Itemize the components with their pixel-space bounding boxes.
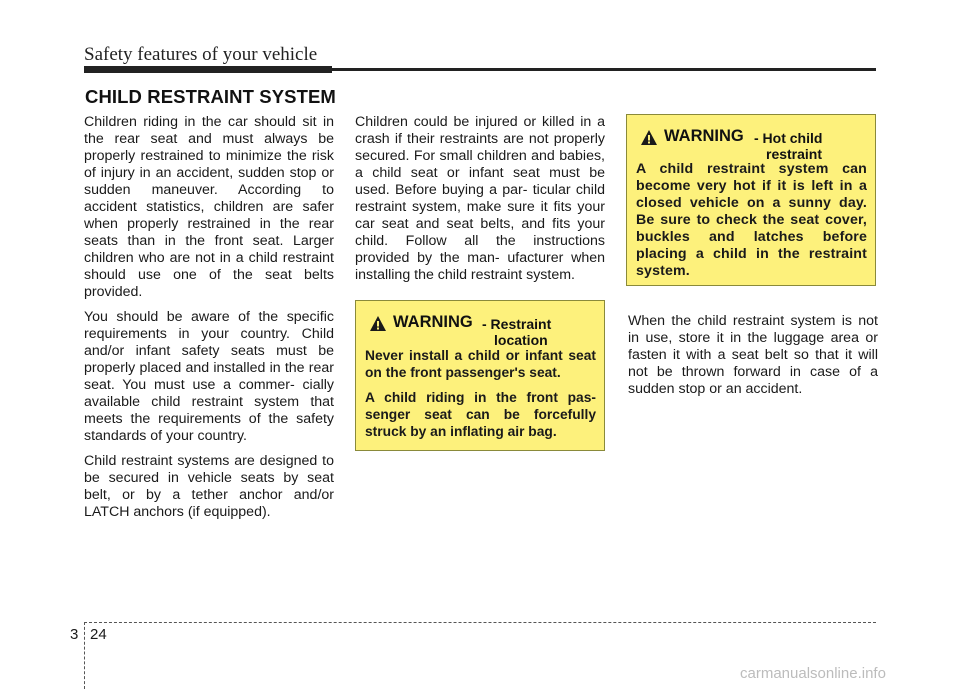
section-title: CHILD RESTRAINT SYSTEM <box>85 86 336 107</box>
footer-rule <box>84 622 876 623</box>
warning-paragraph: Never install a child or infant seat on the front passenger's seat. <box>365 348 596 380</box>
paragraph: When the child restraint system is not in use, store it in the luggage area or fasten it with a seat belt so that it will not be thrown forward in case of a sudden stop or an accident. <box>628 313 878 397</box>
paragraph: Child restraint systems are designed to be secured in vehicle seats by seat belt, or by a tether anchor and/or LATCH anchors (if equipped). <box>84 453 334 520</box>
column-2 <box>355 114 605 292</box>
warning-header <box>365 313 596 347</box>
warning-body <box>636 161 867 280</box>
watermark: carmanualsonline.info <box>740 665 886 682</box>
warning-body <box>365 347 596 440</box>
header-rule-accent <box>84 66 332 73</box>
warning-label: WARNING <box>393 313 473 331</box>
warning-box-hot-restraint <box>626 114 876 286</box>
warning-label: WARNING <box>664 127 744 145</box>
warning-subject <box>754 130 864 162</box>
chapter-number: 3 <box>70 626 79 643</box>
warning-triangle-icon <box>369 315 387 337</box>
page-number: 24 <box>90 626 107 643</box>
paragraph: Children could be injured or killed in a crash if their restraints are not properly secured. For small children and babies, a child seat or infant seat must be used. Before buying a par- ticular child restraint system, make sure it fits your car seat and seat belts, and fits your child. Follow all the instructions provided by the man- ufacturer when installing the child restraint system. <box>355 114 605 283</box>
warning-subject-line2: restraint <box>766 146 823 162</box>
column-1 <box>84 114 334 529</box>
warning-paragraph: A child riding in the front pas- senger seat can be forcefully struck by an inflating air bag. <box>365 390 596 439</box>
warning-subject-line1: - Hot child <box>754 130 823 146</box>
warning-paragraph: A child restraint system can become very hot if it is left in a closed vehicle on a sunny day. Be sure to check the seat cover, buckles and latches before placing a child in the restraint system. <box>636 161 867 279</box>
warning-subject-line2: location <box>494 332 548 348</box>
warning-subject <box>482 316 592 348</box>
warning-box-restraint-location <box>355 300 605 451</box>
paragraph: Children riding in the car should sit in the rear seat and must always be properly restrained to minimize the risk of injury in an accident, sudden stop or sudden maneuver. According to accident statistics, children are safer when properly restrained in the rear seats than in the front seat. Larger children who are not in a child restraint should use one of the seat belts provided. <box>84 114 334 300</box>
paragraph: You should be aware of the specific requirements in your country. Child and/or infant safety seats must be properly placed and installed in the rear seat. You must use a commer- cially available child restraint system that meets the requirements of the safety standards of your country. <box>84 309 334 444</box>
warning-subject-line1: - Restraint <box>482 316 552 332</box>
footer-divider <box>84 622 85 689</box>
warning-header <box>636 127 867 161</box>
warning-triangle-icon <box>640 129 658 151</box>
header-title: Safety features of your vehicle <box>84 44 318 65</box>
column-3 <box>628 313 878 406</box>
